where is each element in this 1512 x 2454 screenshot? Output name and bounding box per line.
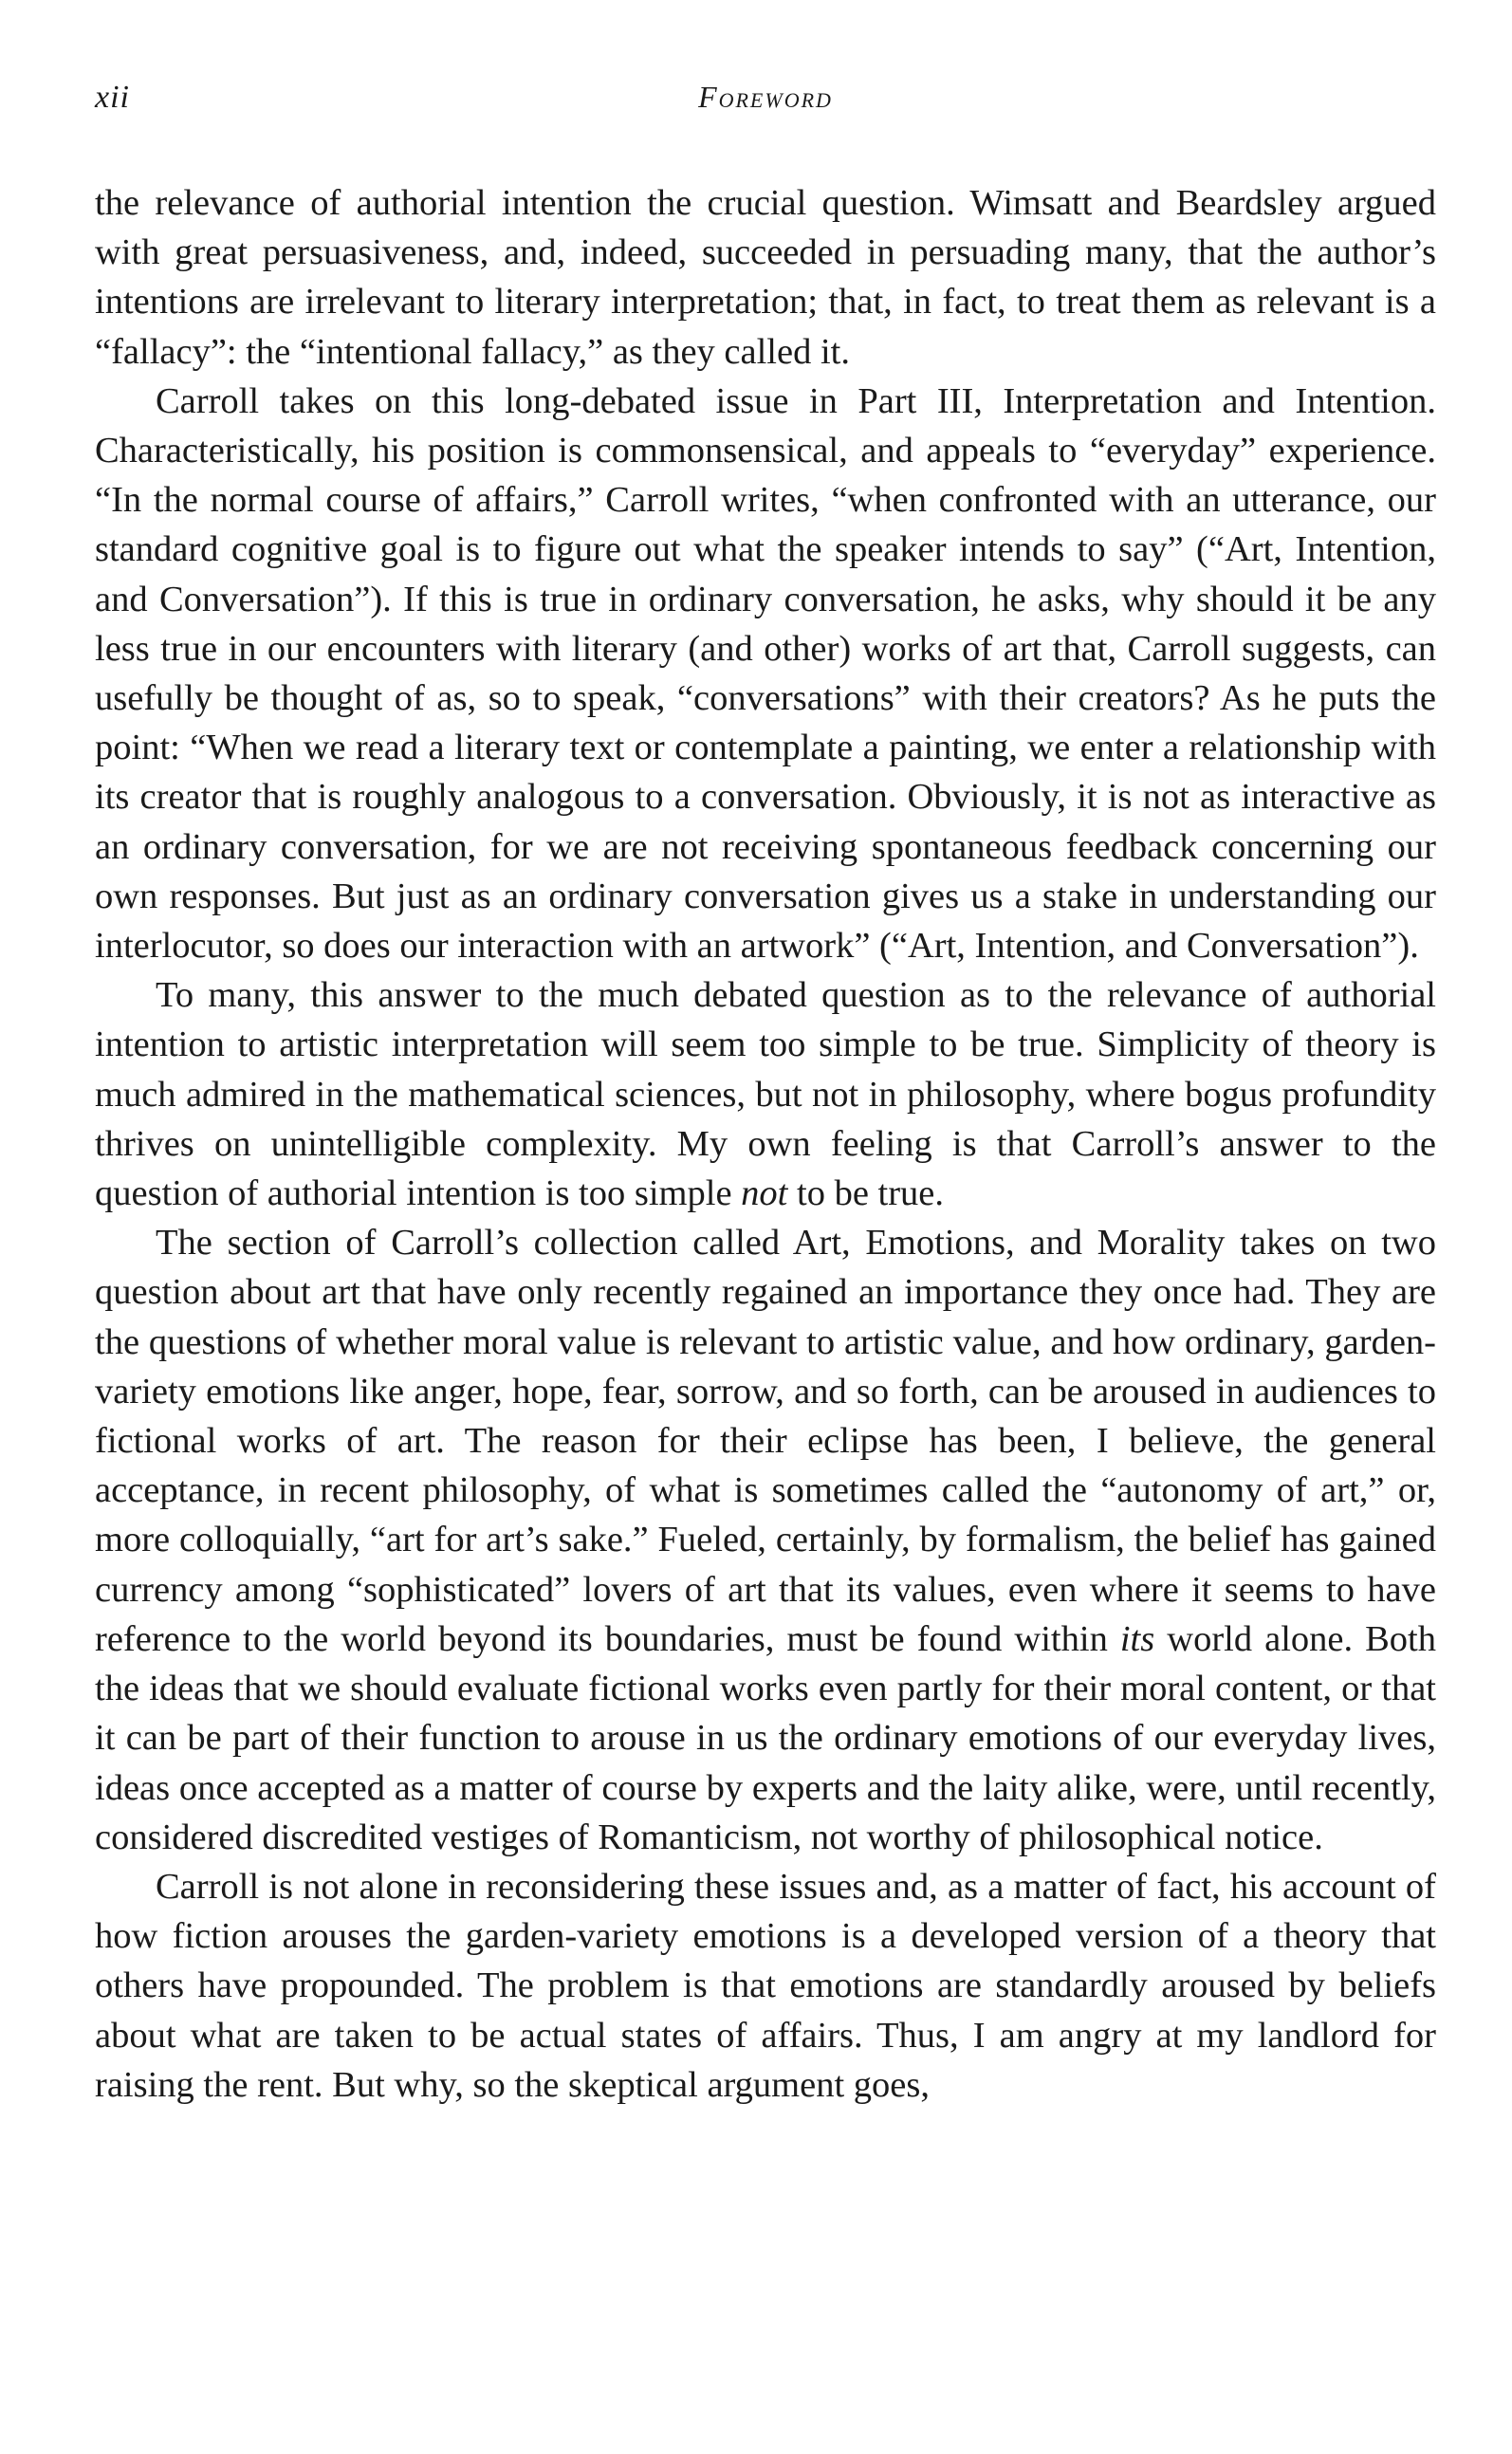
paragraph-5: Carroll is not alone in reconsidering these issues and, as a matter of fact, his account of how fiction arouses the garden-variety emotions is a developed version of a theory that others have propounded. The problem is that emotions are standardly aroused by beliefs about what are taken to be actual states of affairs. Thus, I am angry at my landlord for raising the rent. But why, so the skeptical argument goes, [95,1866,1436,2105]
running-title: Foreword [698,80,833,114]
paragraph-1: the relevance of authorial intention the crucial question. Wimsatt and Beardsley argued with great persuasiveness, and, indeed, succeeded in persuading many, that the author’s intentions are irrelevant to literary interpretation; that, in fact, to treat them as relevant is a “fallacy”: the “intentional fallacy,” as they called it. [95,183,1436,372]
paragraph-3-text-before: To many, this answer to the much debated question as to the relevance of authorial intention to artistic interpretation will seem too simple to be true. Simplicity of theory is much admired in the mathematical sciences, but not in philosophy, where bogus profundity thrives on unintelligible complexity. My own feeling is that Carroll’s answer to the question of authorial intention is too simple [95,975,1436,1214]
paragraph-2: Carroll takes on this long-debated issue in Part III, Interpretation and Intention. Characteristically, his position is commonsensical, and appeals to “everyday” experience. “In the normal course of affairs,” Carroll writes, “when confronted with an utterance, our standard cognitive goal is to figure out what the speaker intends to say” (“Art, Intention, and Conversation”). If this is true in ordinary conversation, he asks, why should it be any less true in our encounters with literary (and other) works of art that, Carroll suggests, can usefully be thought of as, so to speak, “conversations” with their creators? As he puts the point: “When we read a literary text or contemplate a painting, we enter a relationship with its creator that is roughly analogous to a conversation. Obviously, it is not as interactive as an ordinary conversation, for we are not receiving spontaneous feedback concerning our own responses. But just as an ordinary conversation gives us a stake in understanding our interlocutor, so does our interaction with an artwork” (“Art, Intention, and Conversation”). [95,380,1436,967]
page-number: xii [95,80,130,115]
paragraph-4-text-before: The section of Carroll’s collection called Art, Emotions, and Morality takes on two question about art that have only recently regained an importance they once had. They are the questions of whether moral value is relevant to artistic value, and how ordinary, garden-variety emotions like anger, hope, fear, sorrow, and so forth, can be aroused in audiences to fictional works of art. The reason for their eclipse has been, I believe, the general acceptance, in recent philosophy, of what is sometimes called the “autonomy of art,” or, more colloquially, “art for art’s sake.” Fueled, certainly, by formalism, the belief has gained currency among “sophisticated” lovers of art that its values, even where it seems to have reference to the world beyond its boundaries, must be found within [95,1223,1436,1659]
running-head [95,80,1436,127]
paragraph-3-emphasis: not [741,1173,788,1214]
paragraph-4 [95,1218,1436,1862]
body-text [95,178,1436,2110]
paragraph-4-text-after: world alone. Both the ideas that we should evaluate fictional works even partly for their moral content, or that it can be part of their function to arouse in us the ordinary emotions of our everyday lives, ideas once accepted as a matter of course by experts and the laity alike, were, until recently, considered discredited vestiges of Romanticism, not worthy of philosophical notice. [95,1618,1436,1857]
paragraph-3 [95,970,1436,1218]
paragraph-3-text-after: to be true. [787,1173,945,1214]
paragraph-4-emphasis: its [1119,1618,1155,1659]
